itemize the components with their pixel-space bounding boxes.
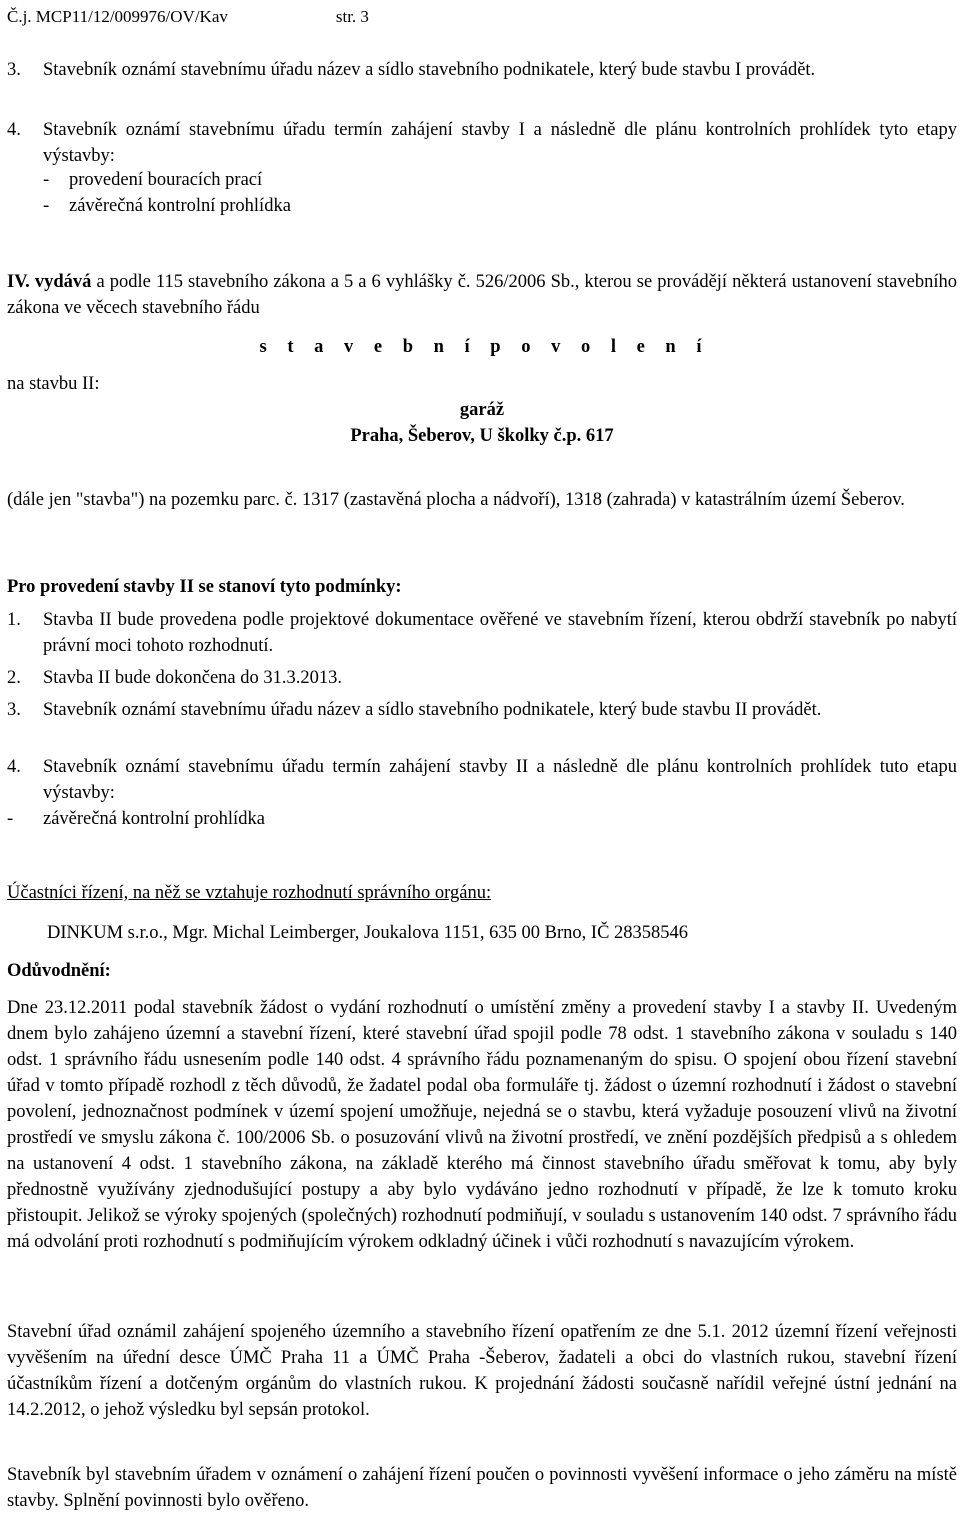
reasoning-heading: Odůvodnění:	[7, 961, 111, 981]
permit-address: Praha, Šeberov, U školky č.p. 617	[350, 426, 614, 446]
permit-location: (dále jen "stavba") na pozemku parc. č. 1317 (zastavěná plocha a nádvoří), 1318 (zahrada) v katastrálním území Šeberov.	[7, 490, 905, 510]
participant-entry: DINKUM s.r.o., Mgr. Michal Leimberger, Joukalova 1151, 635 00 Brno, IČ 28358546	[47, 923, 689, 943]
reasoning-paragraph-2: Stavební úřad oznámil zahájení spojeného územního a stavebního řízení opatřením ze dne 5.1. 2012 územní řízení veřejnosti vyvěšením na úřední desce ÚMČ Praha 11 a ÚMČ Praha -Šeberov, žadateli a obci do vlastních rukou, stavební řízení účastníkům řízení a dotčeným orgánům do vlastních rukou. K projednání žádosti současně nařídil veřejné ústní jednání na 14.2.2012, o jehož výsledku byl sepsán protokol.	[7, 1322, 957, 1420]
permit-title: s t a v e b n í p o v o l e n í	[259, 337, 705, 357]
decision-statement: IV. vydává a podle 115 stavebního zákona a 5 a 6 vyhlášky č. 526/2006 Sb., kterou se provádějí některá ustanovení stavebního zákona ve věcech stavebního řádu	[7, 272, 957, 318]
reference-number: Č.j. MCP11/12/009976/OV/Kav	[7, 7, 228, 26]
reasoning-paragraph-1: Dne 23.12.2011 podal stavebník žádost o vydání rozhodnutí o umístění změny a provedení stavby I a stavby II. Uvedeným dnem bylo zahájeno územní a stavební řízení, které stavební úřad spojil podle 78 odst. 1 stavebního zákona v souladu s 140 odst. 1 správního řádu usnesením podle 140 odst. 4 správního řádu poznamenaným do spisu. O spojení obou řízení stavební úřad v tomto případě rozhodl z těch důvodů, že žadatel podal oba formuláře tj. žádost o územní rozhodnutí i žádost o stavební povolení, jednoznačnost podmínek v území spojení umožňuje, nejedná se o stavbu, která vyžaduje posouzení vlivů na životní prostředí ve smyslu zákona č. 100/2006 Sb. o posuzování vlivů na životní prostředí, ve znění pozdějších předpisů a s ohledem na ustanovení 4 odst. 1 stavebního zákona, na základě kterého má činnost stavebního úřadu směřovat k tomu, aby byly přednostně využívány zjednodušující postupy a aby bylo vydáváno jedno rozhodnutí v případě, že lze k tomuto kroku přistoupit. Jelikož se výroky spojených (společných) rozhodnutí podmiňují, v souladu s ustanovením 140 odst. 7 správního řádu má odvolání proti rozhodnutí s podmiňujícím výrokem odkladný účinek i vůči rozhodnutí s navazujícím výrokem.	[7, 998, 957, 1252]
conditions-heading: Pro provedení stavby II se stanoví tyto podmínky:	[7, 577, 402, 597]
section-number: IV.	[7, 272, 30, 292]
permit-label: na stavbu II:	[7, 374, 100, 394]
decision-verb: vydává	[34, 272, 92, 292]
permit-object: garáž	[459, 400, 505, 420]
participants-heading: Účastníci řízení, na něž se vztahuje rozhodnutí správního orgánu:	[7, 883, 492, 903]
reasoning-paragraph-3: Stavebník byl stavebním úřadem v oznámení o zahájení řízení poučen o povinnosti vyvěšení informace o jeho záměru na místě stavby. Splnění povinnosti bylo ověřeno.	[7, 1465, 957, 1511]
page-header	[7, 4, 369, 30]
page-number: str. 3	[335, 7, 369, 26]
